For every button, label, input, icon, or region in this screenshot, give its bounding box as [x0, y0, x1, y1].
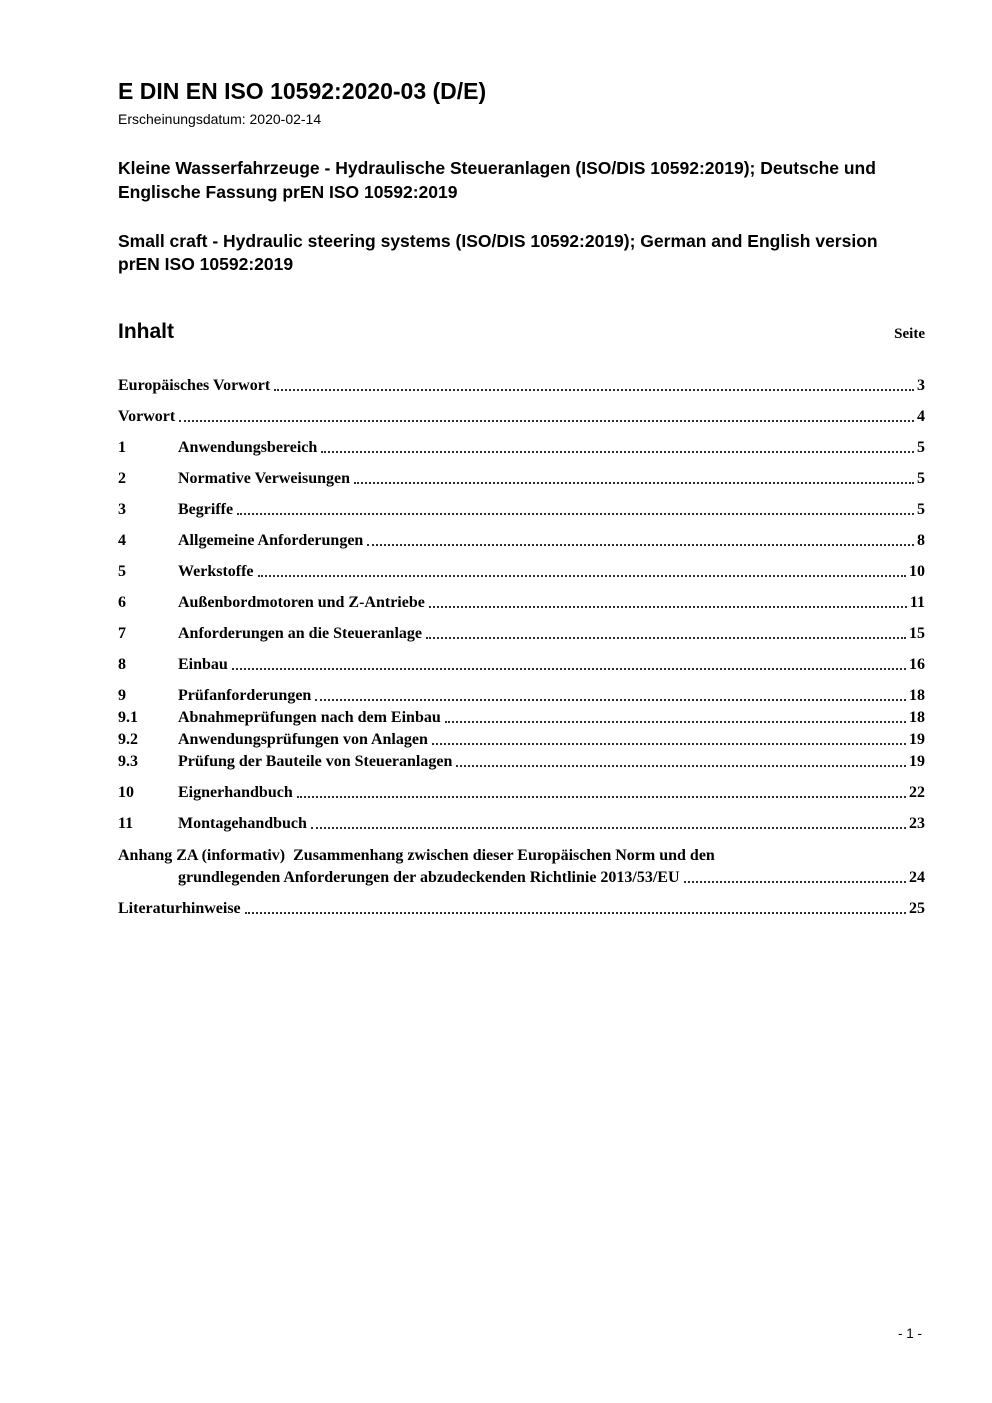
toc-entry-label: Außenbordmotoren und Z-Antriebe: [178, 593, 425, 611]
toc-entry: [118, 624, 925, 643]
toc-entry-label: Anwendungsprüfungen von Anlagen: [178, 730, 428, 748]
toc-entry-page: 4: [917, 407, 925, 425]
toc-entry: [118, 500, 925, 519]
toc-entry: [118, 655, 925, 674]
dot-leader: [228, 655, 909, 674]
toc-entry-label: Abnahmeprüfungen nach dem Einbau: [178, 708, 441, 726]
document-number: E DIN EN ISO 10592:2020-03 (D/E): [118, 78, 487, 104]
dot-leader: [452, 752, 909, 771]
dot-leader: [350, 469, 917, 488]
toc-entry-page: 18: [909, 708, 925, 726]
toc-entry: [118, 814, 925, 833]
toc-entry-number: 5: [118, 562, 126, 580]
toc-entry-label: Prüfanforderungen: [178, 686, 312, 704]
toc-entry-number: 9.3: [118, 752, 138, 770]
toc-entry-page: 10: [909, 562, 925, 580]
toc-entry-number: [118, 868, 178, 887]
toc-entry: [118, 469, 925, 488]
dot-leader: [441, 708, 909, 727]
toc-entry-page: 25: [909, 899, 925, 917]
dot-leader: [317, 438, 917, 457]
toc-entry-label: Werkstoffe: [178, 562, 254, 580]
toc-entry-label: Allgemeine Anforderungen: [178, 531, 364, 549]
toc-entry-page: 5: [917, 500, 925, 518]
toc-entry-number: 1: [118, 438, 126, 456]
toc-entry-label: Anwendungsbereich: [178, 438, 318, 456]
toc-entry: [118, 783, 925, 802]
toc-entry-page: 24: [909, 868, 925, 886]
dot-leader: [254, 562, 909, 581]
toc-entry-label: Eignerhandbuch: [178, 783, 293, 801]
toc-entry: [118, 407, 925, 426]
toc-entry: [118, 593, 925, 612]
toc-entry: [118, 730, 925, 749]
toc-entry-number: 4: [118, 531, 126, 549]
dot-leader: [307, 814, 909, 833]
toc-entry-page: 23: [909, 814, 925, 832]
toc-entry-page: 18: [909, 686, 925, 704]
dot-leader: [311, 686, 909, 705]
toc-entry-number: 2: [118, 469, 126, 487]
toc-entry-label: Normative Verweisungen: [178, 469, 350, 487]
toc-entry-label: Anhang ZA (informativ) Zusammenhang zwischen dieser Europäischen Norm und den: [118, 846, 715, 864]
toc-entry-label: Einbau: [178, 655, 228, 673]
dot-leader: [293, 783, 909, 802]
toc-heading-row: [118, 320, 925, 344]
toc-entry-annex: [118, 846, 925, 887]
dot-leader: [422, 624, 909, 643]
dot-leader: [428, 730, 909, 749]
dot-leader: [241, 899, 909, 918]
toc-page-column-label: Seite: [894, 325, 925, 342]
toc-entry-page: 11: [909, 593, 925, 611]
release-date: Erscheinungsdatum: 2020-02-14: [118, 111, 322, 128]
toc-entry: [118, 376, 925, 395]
dot-leader: [363, 531, 917, 550]
document-title-german: Kleine Wasserfahrzeuge - Hydraulische Steueranlagen (ISO/DIS 10592:2019); Deutsche und Englische Fassung prEN ISO 10592:2019: [118, 158, 876, 202]
dot-leader: [233, 500, 917, 519]
toc-entry-label: Prüfung der Bauteile von Steueranlagen: [178, 752, 453, 770]
toc-entry-label: grundlegenden Anforderungen der abzudeckenden Richtlinie 2013/53/EU: [178, 868, 680, 886]
toc-annex-line1: [118, 846, 925, 865]
toc-annex-line2: [118, 868, 925, 887]
toc-entry-page: 15: [909, 624, 925, 642]
toc-list: [118, 376, 925, 918]
toc-entry: [118, 752, 925, 771]
toc-entry-label: Begriffe: [178, 500, 234, 518]
toc-heading: Inhalt: [118, 319, 174, 343]
toc-entry: [118, 562, 925, 581]
toc-entry-label: Europäisches Vorwort: [118, 376, 271, 394]
document-title-english: Small craft - Hydraulic steering systems (ISO/DIS 10592:2019); German and English version prEN ISO 10592:2019: [118, 230, 878, 274]
toc-entry: [118, 708, 925, 727]
document-header: [118, 78, 925, 276]
toc-entry-number: 7: [118, 624, 126, 642]
toc-entry-page: 3: [917, 376, 925, 394]
toc-entry-label: Vorwort: [118, 407, 176, 425]
toc-entry-page: 19: [909, 752, 925, 770]
toc-entry-number: 10: [118, 783, 134, 801]
page-number-footer: - 1 -: [897, 1326, 922, 1341]
toc-entry-number: 9.2: [118, 730, 138, 748]
dot-leader: [680, 868, 909, 887]
toc-entry-page: 8: [917, 531, 925, 549]
toc-entry-number: 9.1: [118, 708, 138, 726]
toc-entry-number: 8: [118, 655, 126, 673]
toc-entry-label: Anforderungen an die Steueranlage: [178, 624, 422, 642]
toc-entry-page: 16: [909, 655, 925, 673]
toc-entry-page: 5: [917, 438, 925, 456]
toc-entry-number: 9: [118, 686, 126, 704]
toc-entry-page: 22: [909, 783, 925, 801]
toc-entry-page: 5: [917, 469, 925, 487]
toc-entry-label: Literaturhinweise: [118, 899, 241, 917]
toc-entry-number: 6: [118, 593, 126, 611]
toc-entry: [118, 899, 925, 918]
toc-entry-page: 19: [909, 730, 925, 748]
toc-entry-label: Montagehandbuch: [178, 814, 307, 832]
toc-entry-number: 3: [118, 500, 126, 518]
dot-leader: [425, 593, 910, 612]
toc-entry: [118, 438, 925, 457]
dot-leader: [270, 376, 917, 395]
dot-leader: [175, 407, 917, 426]
toc-entry: [118, 686, 925, 705]
toc-entry: [118, 531, 925, 550]
toc-entry-number: 11: [118, 814, 134, 832]
